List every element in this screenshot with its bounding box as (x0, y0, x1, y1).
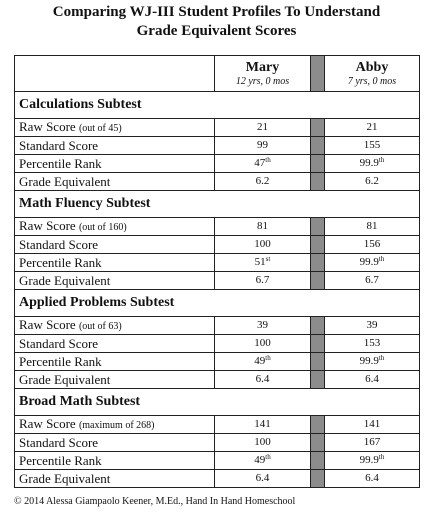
copyright-footer: © 2014 Alessa Giampaolo Keener, M.Ed., Hand In Hand Homeschool (14, 496, 296, 507)
abby-score-cell (325, 335, 420, 353)
section-header-row (15, 92, 420, 119)
row-label-cell (15, 335, 215, 353)
mary-score-cell (215, 155, 311, 173)
abby-score-cell (325, 254, 420, 272)
row-label-cell (15, 218, 215, 236)
score-value: 99 (257, 139, 268, 151)
section-header-row (15, 290, 420, 317)
separator-column (311, 416, 325, 434)
row-label: Percentile Rank (19, 156, 102, 171)
score-value: 6.2 (255, 175, 270, 187)
score-value: 153 (363, 337, 381, 349)
separator-column (311, 272, 325, 290)
student-abby-header (325, 56, 420, 92)
abby-score-cell (325, 470, 420, 488)
separator-column (311, 155, 325, 173)
section-title: Applied Problems Subtest (15, 290, 420, 317)
row-label-cell (15, 434, 215, 452)
mary-score-cell (215, 335, 311, 353)
abby-score-cell (325, 452, 420, 470)
student-age: 12 yrs, 0 mos (235, 75, 290, 87)
separator-column (311, 371, 325, 389)
abby-score-cell (325, 272, 420, 290)
title-line-1: Comparing WJ-III Student Profiles To Understand (52, 4, 381, 20)
header-blank-cell (15, 56, 215, 92)
score-row (15, 137, 420, 155)
row-label: Raw Score (19, 218, 76, 233)
score-value: 100 (254, 238, 271, 250)
score-value: 49 (254, 454, 266, 466)
score-row (15, 272, 420, 290)
mary-score-cell (215, 416, 311, 434)
student-name: Mary (245, 59, 280, 75)
score-value: 51 (254, 256, 266, 268)
abby-score-cell (325, 371, 420, 389)
page-title (0, 3, 433, 41)
score-row (15, 254, 420, 272)
score-value: 39 (366, 319, 378, 331)
row-label-cell (15, 173, 215, 191)
score-value: 81 (366, 220, 378, 232)
score-value: 81 (257, 220, 268, 232)
row-label-cell (15, 470, 215, 488)
row-label: Grade Equivalent (19, 471, 111, 486)
row-label-note: (out of 63) (78, 321, 122, 332)
row-label-cell (15, 155, 215, 173)
separator-column (311, 119, 325, 137)
mary-score-cell (215, 119, 311, 137)
row-label-note: (out of 160) (78, 222, 127, 233)
row-label-cell (15, 272, 215, 290)
row-label-cell (15, 317, 215, 335)
score-value: 156 (363, 238, 381, 250)
abby-score-cell (325, 119, 420, 137)
student-age: 7 yrs, 0 mos (347, 75, 397, 87)
score-value: 100 (254, 436, 271, 448)
abby-score-cell (325, 317, 420, 335)
separator-column (311, 353, 325, 371)
separator-column (311, 335, 325, 353)
score-value: 99.9 (359, 157, 379, 169)
score-row (15, 236, 420, 254)
score-row (15, 371, 420, 389)
score-row (15, 173, 420, 191)
score-row (15, 434, 420, 452)
score-value: 6.4 (255, 373, 270, 385)
row-label-cell (15, 353, 215, 371)
row-label: Grade Equivalent (19, 372, 111, 387)
score-value: 6.4 (255, 472, 270, 484)
ordinal-suffix: st (265, 255, 271, 263)
section-title: Math Fluency Subtest (15, 191, 420, 218)
row-label: Grade Equivalent (19, 174, 111, 189)
row-label: Percentile Rank (19, 453, 102, 468)
row-label-cell (15, 416, 215, 434)
row-label-note: (out of 45) (78, 123, 122, 134)
mary-score-cell (215, 434, 311, 452)
score-value: 6.7 (365, 274, 379, 286)
abby-score-cell (325, 416, 420, 434)
abby-score-cell (325, 236, 420, 254)
score-value: 47 (254, 157, 266, 169)
separator-column (311, 236, 325, 254)
score-row (15, 470, 420, 488)
mary-score-cell (215, 317, 311, 335)
ordinal-suffix: th (378, 156, 385, 164)
abby-score-cell (325, 155, 420, 173)
row-label-cell (15, 254, 215, 272)
ordinal-suffix: th (265, 156, 271, 164)
row-label-cell (15, 452, 215, 470)
abby-score-cell (325, 173, 420, 191)
score-value: 6.4 (365, 373, 379, 385)
row-label: Raw Score (19, 416, 76, 431)
score-row (15, 317, 420, 335)
row-label: Standard Score (19, 138, 99, 153)
mary-score-cell (215, 218, 311, 236)
ordinal-suffix: th (378, 255, 385, 263)
score-value: 141 (363, 418, 381, 430)
ordinal-suffix: th (378, 354, 385, 362)
student-name: Abby (355, 59, 389, 75)
row-label-cell (15, 371, 215, 389)
row-label-note: (maximum of 268) (78, 420, 155, 431)
score-row (15, 119, 420, 137)
row-label: Standard Score (19, 435, 99, 450)
separator-column (311, 470, 325, 488)
section-header-row (15, 191, 420, 218)
score-table (14, 55, 420, 488)
score-value: 141 (254, 418, 271, 430)
score-row (15, 452, 420, 470)
mary-score-cell (215, 272, 311, 290)
score-value: 167 (363, 436, 381, 448)
abby-score-cell (325, 218, 420, 236)
ordinal-suffix: th (378, 453, 385, 461)
mary-score-cell (215, 173, 311, 191)
row-label: Standard Score (19, 237, 99, 252)
row-label: Raw Score (19, 119, 76, 134)
ordinal-suffix: th (265, 354, 271, 362)
separator-column (311, 254, 325, 272)
score-row (15, 335, 420, 353)
score-value: 49 (254, 355, 266, 367)
score-value: 100 (254, 337, 271, 349)
section-title: Calculations Subtest (15, 92, 420, 119)
mary-score-cell (215, 137, 311, 155)
separator-column (311, 218, 325, 236)
mary-score-cell (215, 371, 311, 389)
row-label-cell (15, 236, 215, 254)
score-value: 6.7 (255, 274, 270, 286)
row-label-cell (15, 119, 215, 137)
score-row (15, 155, 420, 173)
separator-column (311, 173, 325, 191)
mary-score-cell (215, 452, 311, 470)
score-row (15, 416, 420, 434)
student-mary-header (215, 56, 311, 92)
title-line-2: Grade Equivalent Scores (136, 23, 297, 39)
mary-score-cell (215, 470, 311, 488)
score-value: 21 (366, 121, 378, 133)
score-value: 155 (363, 139, 381, 151)
score-value: 99.9 (359, 256, 379, 268)
separator-column (311, 56, 325, 92)
abby-score-cell (325, 353, 420, 371)
mary-score-cell (215, 236, 311, 254)
row-label: Raw Score (19, 317, 76, 332)
row-label: Percentile Rank (19, 354, 102, 369)
row-label: Percentile Rank (19, 255, 102, 270)
mary-score-cell (215, 353, 311, 371)
score-row (15, 218, 420, 236)
ordinal-suffix: th (265, 453, 271, 461)
mary-score-cell (215, 254, 311, 272)
separator-column (311, 434, 325, 452)
row-label: Standard Score (19, 336, 99, 351)
section-header-row (15, 389, 420, 416)
score-value: 6.2 (365, 175, 379, 187)
row-label-cell (15, 137, 215, 155)
score-row (15, 353, 420, 371)
section-title: Broad Math Subtest (15, 389, 420, 416)
score-value: 99.9 (359, 355, 379, 367)
header-row (15, 56, 420, 92)
score-value: 21 (257, 121, 268, 133)
separator-column (311, 317, 325, 335)
score-value: 6.4 (365, 472, 379, 484)
separator-column (311, 137, 325, 155)
score-value: 99.9 (359, 454, 379, 466)
score-value: 39 (257, 319, 268, 331)
row-label: Grade Equivalent (19, 273, 111, 288)
abby-score-cell (325, 137, 420, 155)
separator-column (311, 452, 325, 470)
abby-score-cell (325, 434, 420, 452)
